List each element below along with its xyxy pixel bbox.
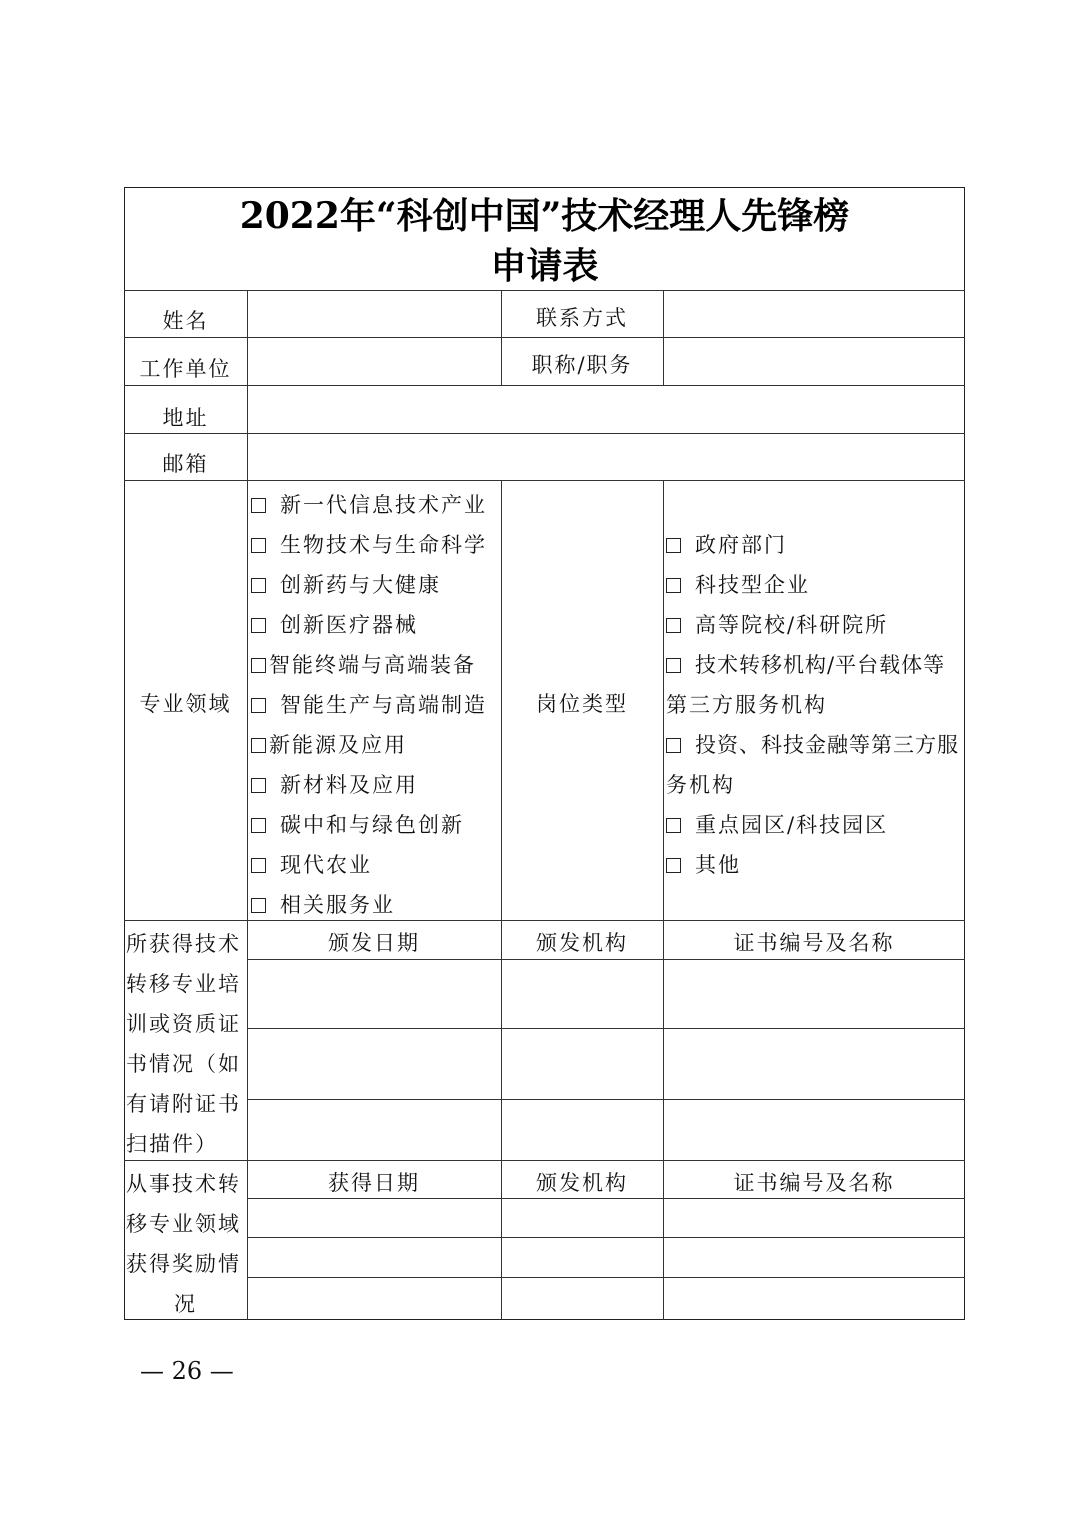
position-option[interactable]: 科技型企业 bbox=[666, 573, 810, 597]
name-label: 姓名 bbox=[162, 309, 209, 333]
training-label-line: 转移专业培 bbox=[126, 972, 241, 996]
rule-col1 bbox=[247, 290, 248, 1320]
checkbox-icon[interactable] bbox=[251, 858, 266, 873]
checkbox-icon[interactable] bbox=[666, 658, 681, 673]
awards-label-line: 从事技术转 bbox=[126, 1172, 241, 1196]
checkbox-icon[interactable] bbox=[251, 698, 266, 713]
awards-header-issuer: 颁发机构 bbox=[536, 1171, 628, 1195]
position-option[interactable]: 政府部门 bbox=[666, 533, 787, 557]
specialty-option[interactable]: 智能终端与高端装备 bbox=[251, 653, 476, 677]
checkbox-icon[interactable] bbox=[666, 818, 681, 833]
checkbox-icon[interactable] bbox=[251, 578, 266, 593]
checkbox-icon[interactable] bbox=[251, 818, 266, 833]
rule-row3 bbox=[124, 433, 965, 434]
job-title-field[interactable] bbox=[665, 339, 963, 383]
specialty-option[interactable]: 碳中和与绿色创新 bbox=[251, 813, 464, 837]
rule-row1 bbox=[124, 337, 965, 338]
checkbox-icon[interactable] bbox=[251, 658, 266, 673]
training-label-line: 扫描件） bbox=[126, 1132, 218, 1156]
training-header-issuer: 颁发机构 bbox=[536, 931, 628, 955]
awards-label-line: 获得奖励情 bbox=[126, 1252, 241, 1276]
awards-header-certificate: 证书编号及名称 bbox=[733, 1171, 895, 1195]
training-header-date: 颁发日期 bbox=[328, 931, 420, 955]
email-field[interactable] bbox=[249, 435, 963, 479]
rule-training-head bbox=[247, 959, 965, 960]
workplace-field[interactable] bbox=[249, 339, 499, 383]
rule-awards-r2 bbox=[247, 1277, 965, 1278]
position-option[interactable]: 投资、科技金融等第三方服 bbox=[666, 733, 959, 757]
training-label-line: 训或资质证 bbox=[126, 1012, 241, 1036]
rule-training-r1 bbox=[247, 1028, 965, 1029]
awards-label-line: 况 bbox=[174, 1292, 197, 1316]
position-option[interactable]: 技术转移机构/平台载体等 bbox=[666, 653, 945, 677]
job-title-label: 职称/职务 bbox=[531, 353, 633, 377]
position-option[interactable]: 其他 bbox=[666, 853, 741, 877]
specialty-option[interactable]: 新能源及应用 bbox=[251, 733, 407, 757]
specialty-option[interactable]: 智能生产与高端制造 bbox=[251, 693, 487, 717]
checkbox-icon[interactable] bbox=[666, 538, 681, 553]
position-option-continued: 务机构 bbox=[666, 773, 735, 797]
specialty-option[interactable]: 生物技术与生命科学 bbox=[251, 533, 487, 557]
position-option[interactable]: 重点园区/科技园区 bbox=[666, 813, 888, 837]
specialty-option[interactable]: 创新药与大健康 bbox=[251, 573, 441, 597]
contact-field[interactable] bbox=[665, 292, 963, 336]
form-title-line2: 申请表 bbox=[490, 245, 599, 287]
workplace-label: 工作单位 bbox=[139, 357, 232, 381]
checkbox-icon[interactable] bbox=[251, 618, 266, 633]
specialty-option[interactable]: 相关服务业 bbox=[251, 893, 395, 917]
address-label: 地址 bbox=[162, 406, 209, 430]
awards-label-line: 移专业领域 bbox=[126, 1212, 241, 1236]
rule-awards-head bbox=[247, 1198, 965, 1199]
contact-label: 联系方式 bbox=[536, 306, 628, 330]
name-field[interactable] bbox=[249, 292, 499, 336]
rule-row2 bbox=[124, 385, 965, 386]
rule-row5 bbox=[124, 920, 965, 921]
specialty-option[interactable]: 创新医疗器械 bbox=[251, 613, 418, 637]
training-label-line: 有请附证书 bbox=[126, 1092, 241, 1116]
page-number: — 26 — bbox=[140, 1357, 234, 1385]
email-label: 邮箱 bbox=[162, 452, 209, 476]
checkbox-icon[interactable] bbox=[251, 778, 266, 793]
rule-header bbox=[124, 290, 965, 291]
position-option[interactable]: 高等院校/科研院所 bbox=[666, 613, 888, 637]
rule-training-r2 bbox=[247, 1099, 965, 1100]
checkbox-icon[interactable] bbox=[666, 858, 681, 873]
address-field[interactable] bbox=[249, 387, 963, 431]
rule-awards-r1 bbox=[247, 1237, 965, 1238]
training-header-certificate: 证书编号及名称 bbox=[733, 931, 895, 955]
specialty-option[interactable]: 新一代信息技术产业 bbox=[251, 493, 487, 517]
checkbox-icon[interactable] bbox=[251, 538, 266, 553]
specialty-option[interactable]: 新材料及应用 bbox=[251, 773, 418, 797]
checkbox-icon[interactable] bbox=[251, 898, 266, 913]
checkbox-icon[interactable] bbox=[666, 618, 681, 633]
checkbox-icon[interactable] bbox=[251, 498, 266, 513]
specialty-option[interactable]: 现代农业 bbox=[251, 853, 372, 877]
position-option-continued: 第三方服务机构 bbox=[666, 693, 827, 717]
checkbox-icon[interactable] bbox=[666, 738, 681, 753]
checkbox-icon[interactable] bbox=[666, 578, 681, 593]
training-label-line: 所获得技术 bbox=[126, 932, 241, 956]
awards-header-date: 获得日期 bbox=[328, 1171, 420, 1195]
specialty-label: 专业领域 bbox=[139, 692, 232, 716]
form-title-line1: 2022年“科创中国”技术经理人先锋榜 bbox=[239, 195, 850, 237]
rule-row4 bbox=[124, 480, 965, 481]
rule-col3-top bbox=[663, 290, 664, 385]
training-label-line: 书情况（如 bbox=[126, 1052, 241, 1076]
rule-row6 bbox=[124, 1160, 965, 1161]
position-type-label: 岗位类型 bbox=[536, 692, 628, 716]
checkbox-icon[interactable] bbox=[251, 738, 266, 753]
